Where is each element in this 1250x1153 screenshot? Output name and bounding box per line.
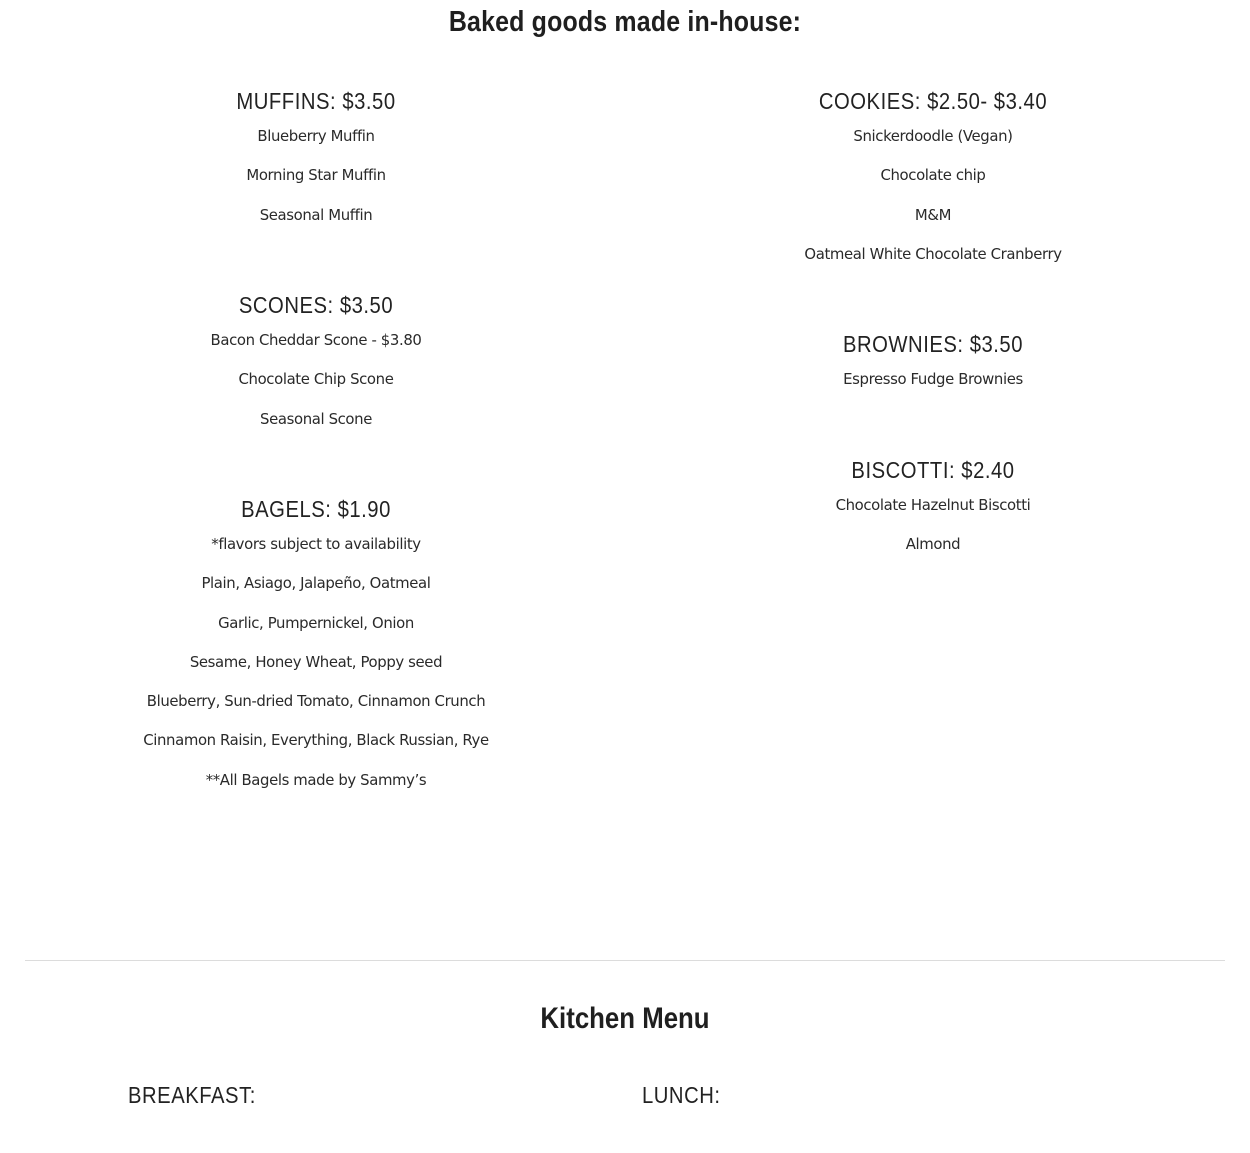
page-title: Baked goods made in-house:: [448, 6, 802, 38]
menu-item: Snickerdoodle (Vegan): [853, 127, 1013, 145]
menu-item: M&M: [914, 205, 952, 224]
menu-item: Sesame, Honey Wheat, Poppy seed: [189, 652, 443, 671]
menu-item: Seasonal Scone: [260, 409, 372, 428]
biscotti-section: [633, 455, 1233, 565]
scones-heading: SCONES: $3.50: [238, 292, 394, 318]
menu-item: Seasonal Muffin: [259, 205, 373, 224]
bagels-supplier-note: **All Bagels made by Sammy’s: [205, 770, 427, 789]
muffins-heading: MUFFINS: $3.50: [236, 88, 396, 114]
menu-item: Chocolate Chip Scone: [238, 370, 394, 389]
menu-item: Oatmeal White Chocolate Cranberry: [804, 244, 1062, 263]
menu-item: Almond: [905, 535, 961, 554]
menu-item: Morning Star Muffin: [246, 166, 386, 185]
bagels-section: [16, 494, 616, 800]
brownies-section: [633, 329, 1233, 399]
kitchen-menu-title: Kitchen Menu: [540, 1002, 710, 1035]
scones-section: [16, 290, 616, 439]
menu-item: Blueberry Muffin: [257, 127, 375, 145]
menu-item: Espresso Fudge Brownies: [843, 370, 1023, 388]
brownies-heading: BROWNIES: $3.50: [842, 331, 1024, 357]
menu-item: Plain, Asiago, Jalapeño, Oatmeal: [201, 574, 431, 593]
menu-item: Chocolate chip: [880, 166, 986, 185]
bagels-availability-note: *flavors subject to availability: [211, 535, 421, 553]
cookies-section: [633, 86, 1233, 274]
biscotti-heading: BISCOTTI: $2.40: [851, 457, 1015, 483]
menu-item: Chocolate Hazelnut Biscotti: [835, 496, 1031, 514]
menu-item: Bacon Cheddar Scone - $3.80: [210, 331, 422, 349]
breakfast-heading: BREAKFAST:: [128, 1082, 256, 1108]
bagels-heading: BAGELS: $1.90: [241, 496, 391, 522]
muffins-section: [16, 86, 616, 235]
lunch-heading: LUNCH:: [642, 1082, 721, 1108]
section-divider: [25, 960, 1225, 961]
menu-item: Cinnamon Raisin, Everything, Black Russian, Rye: [143, 731, 489, 750]
menu-item: Garlic, Pumpernickel, Onion: [218, 613, 414, 632]
cookies-heading: COOKIES: $2.50- $3.40: [818, 88, 1048, 114]
menu-item: Blueberry, Sun-dried Tomato, Cinnamon Crunch: [146, 692, 486, 711]
